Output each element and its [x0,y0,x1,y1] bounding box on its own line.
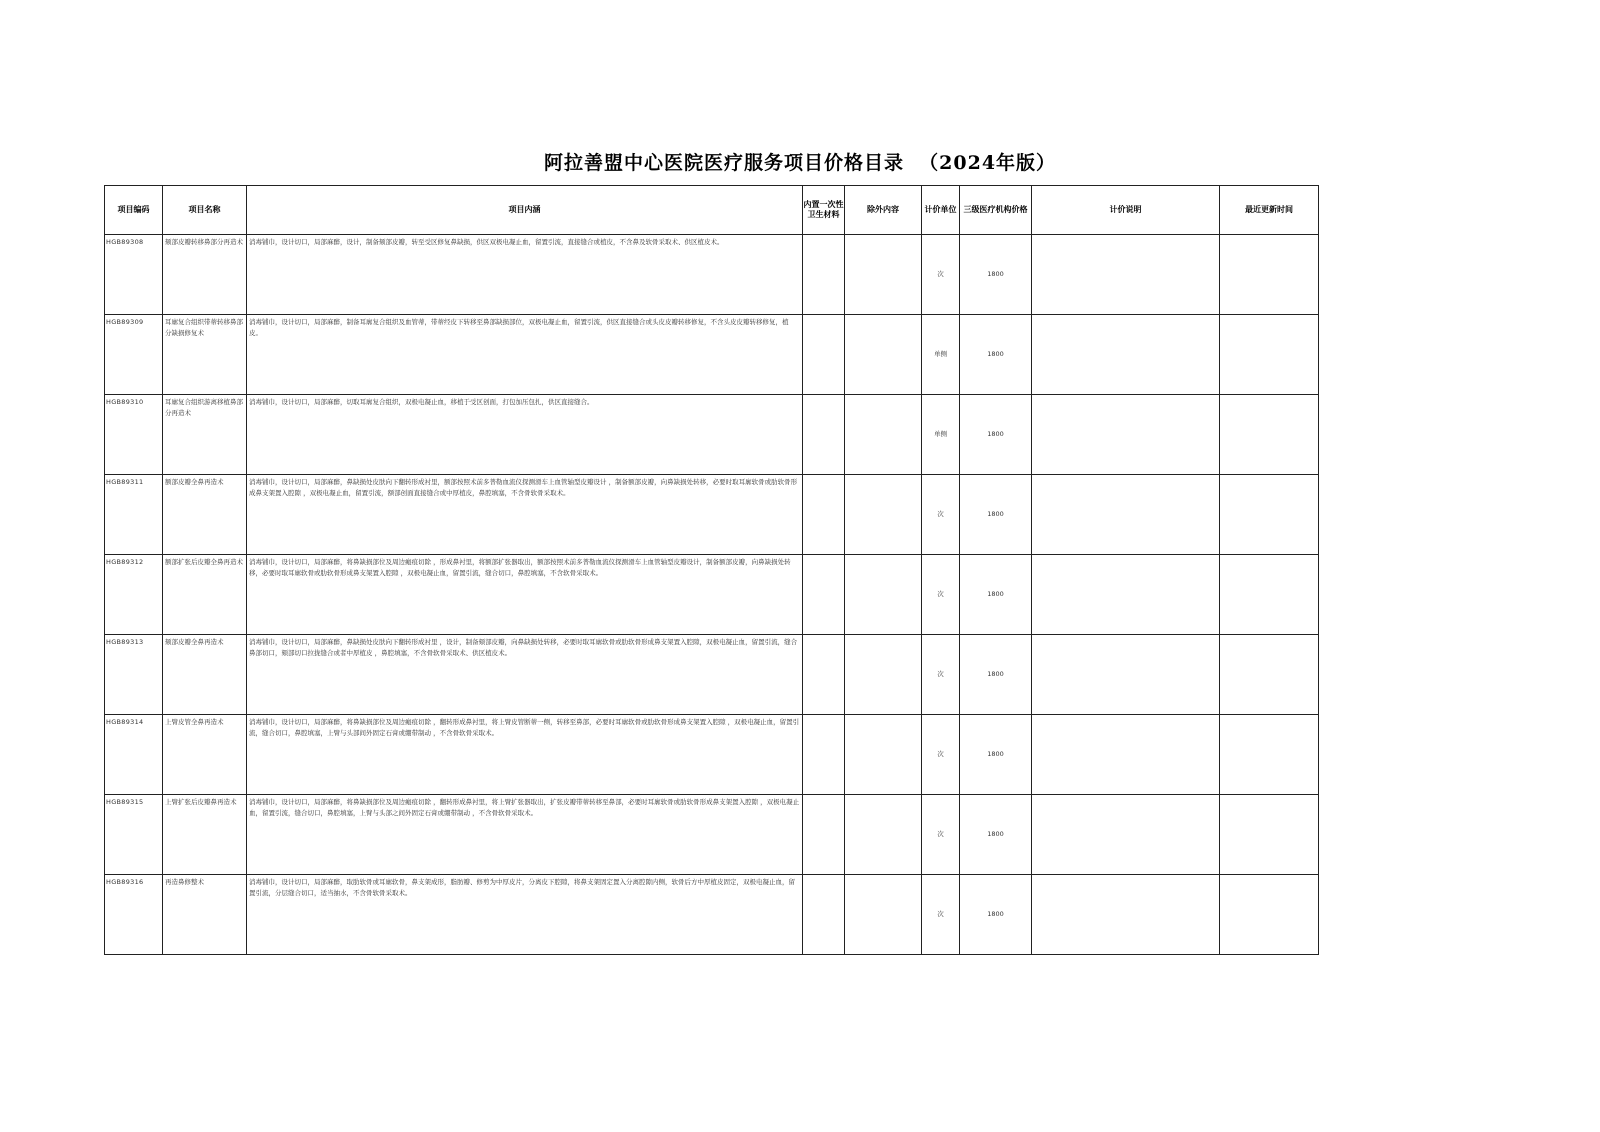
header-content: 项目内涵 [247,186,803,235]
cell-excluded [845,555,922,635]
cell-excluded [845,395,922,475]
cell-price: 1800 [960,555,1032,635]
cell-updated [1220,875,1319,955]
cell-note [1032,315,1220,395]
cell-unit: 次 [922,635,960,715]
table-row [105,795,1319,875]
cell-code: HGB89314 [105,715,163,795]
cell-name: 耳廓复合组织带蒂转移鼻部分缺损修复术 [163,315,247,395]
cell-excluded [845,635,922,715]
cell-unit: 次 [922,475,960,555]
cell-excluded [845,475,922,555]
cell-code: HGB89316 [105,875,163,955]
cell-material [803,875,845,955]
cell-note [1032,235,1220,315]
cell-excluded [845,795,922,875]
header-material: 内置一次性卫生材料 [803,186,845,235]
cell-name: 耳廓复合组织游离移植鼻部分再造术 [163,395,247,475]
cell-code: HGB89315 [105,795,163,875]
header-excluded: 除外内容 [845,186,922,235]
cell-content: 消毒铺巾，设计切口，局部麻醉，设计，制备颏部皮瓣，转至受区修复鼻缺损，供区双极电凝止血，留置引流，直接缝合或植皮，不含鼻及软骨采取术、供区植皮术。 [247,235,803,315]
document-title: 阿拉善盟中心医院医疗服务项目价格目录 （2024年版） [543,152,1057,174]
cell-name: 颏部皮瓣转移鼻部分再造术 [163,235,247,315]
cell-excluded [845,715,922,795]
table-row [105,475,1319,555]
cell-excluded [845,875,922,955]
table-row [105,635,1319,715]
header-note: 计价说明 [1032,186,1220,235]
cell-price: 1800 [960,315,1032,395]
cell-code: HGB89308 [105,235,163,315]
cell-code: HGB89312 [105,555,163,635]
cell-content: 消毒铺巾，设计切口，局部麻醉，将鼻缺损部位及周边瘢痕切除 ，形成鼻衬里，将额部扩张器取出，额部按照术前多普勒血流仪探测滑车上血管轴型皮瓣设计，制备额部皮瓣，向鼻缺损处转移，必要时取耳廓软骨或肋软骨形成鼻支架置入腔隙 ，双极电凝止血，留置引流，缝合切口，鼻腔填塞，不含软骨采取术。 [247,555,803,635]
cell-note [1032,635,1220,715]
cell-unit: 单侧 [922,315,960,395]
cell-note [1032,395,1220,475]
cell-unit: 单侧 [922,395,960,475]
cell-updated [1220,395,1319,475]
cell-updated [1220,555,1319,635]
cell-price: 1800 [960,635,1032,715]
header-price: 三级医疗机构价格 [960,186,1032,235]
cell-note [1032,795,1220,875]
cell-updated [1220,795,1319,875]
cell-material [803,475,845,555]
cell-name: 上臂扩张后皮瓣鼻再造术 [163,795,247,875]
table-row [105,395,1319,475]
table-row [105,715,1319,795]
table-row [105,875,1319,955]
cell-material [803,715,845,795]
header-updated: 最近更新时间 [1220,186,1319,235]
cell-code: HGB89310 [105,395,163,475]
cell-note [1032,555,1220,635]
cell-content: 消毒铺巾，设计切口，局部麻醉，制备耳廓复合组织及血管蒂，带蒂经皮下转移至鼻部缺损部位，双极电凝止血，留置引流，供区直接缝合或头皮皮瓣转移修复，不含头皮皮瓣转移修复，植皮。 [247,315,803,395]
cell-material [803,635,845,715]
cell-content: 消毒铺巾，设计切口，局部麻醉，将鼻缺损部位及周边瘢痕切除 ，翻转形成鼻衬里，将上臂皮管断蒂一侧，转移至鼻部，必要时耳廓软骨或肋软骨形成鼻支架置入腔隙 ，双极电凝止血，留置引流，缝合切口，鼻腔填塞，上臂与头部间外固定石膏或绷带制动 ，不含骨软骨采取术。 [247,715,803,795]
cell-content: 消毒铺巾，设计切口，局部麻醉，切取耳廓复合组织，双极电凝止血，移植于受区创面，打包加压包扎，供区直接缝合。 [247,395,803,475]
cell-material [803,235,845,315]
cell-name: 额部皮瓣全鼻再造术 [163,475,247,555]
table-row [105,315,1319,395]
header-code: 项目编码 [105,186,163,235]
cell-code: HGB89311 [105,475,163,555]
cell-unit: 次 [922,795,960,875]
cell-updated [1220,635,1319,715]
cell-content: 消毒铺巾，设计切口，局部麻醉，鼻缺损处皮肤向下翻转形成衬里，额部按照术前多普勒血流仪探测滑车上血管轴型皮瓣设计 ，制备额部皮瓣，向鼻缺损处转移，必要时取耳廓软骨或肋软骨形成鼻支架置入腔隙 ，双极电凝止血，留置引流，额部创面直接缝合或中厚植皮，鼻腔填塞，不含骨软骨采取术。 [247,475,803,555]
header-name: 项目名称 [163,186,247,235]
cell-note [1032,475,1220,555]
cell-updated [1220,235,1319,315]
cell-content: 消毒铺巾，设计切口，局部麻醉，鼻缺损处皮肤向下翻转形成衬里 ，设计，制备颏部皮瓣，向鼻缺损处转移，必要时取耳廓软骨或肋软骨形成鼻支架置入腔隙，双极电凝止血，留置引流，缝合鼻部切口，颏部切口拉拢缝合或者中厚植皮 ，鼻腔填塞，不含骨软骨采取术、供区植皮术。 [247,635,803,715]
cell-excluded [845,235,922,315]
cell-name: 额部扩张后皮瓣全鼻再造术 [163,555,247,635]
cell-price: 1800 [960,235,1032,315]
cell-price: 1800 [960,795,1032,875]
cell-name: 上臂皮管全鼻再造术 [163,715,247,795]
cell-material [803,795,845,875]
cell-name: 颏部皮瓣全鼻再造术 [163,635,247,715]
cell-price: 1800 [960,475,1032,555]
cell-material [803,315,845,395]
cell-material [803,555,845,635]
cell-price: 1800 [960,875,1032,955]
cell-note [1032,715,1220,795]
cell-material [803,395,845,475]
cell-excluded [845,315,922,395]
cell-unit: 次 [922,715,960,795]
cell-updated [1220,315,1319,395]
cell-code: HGB89309 [105,315,163,395]
cell-unit: 次 [922,875,960,955]
cell-price: 1800 [960,715,1032,795]
cell-updated [1220,475,1319,555]
cell-name: 再造鼻修整术 [163,875,247,955]
cell-note [1032,875,1220,955]
cell-unit: 次 [922,555,960,635]
table-row [105,235,1319,315]
cell-code: HGB89313 [105,635,163,715]
cell-content: 消毒铺巾，设计切口，局部麻醉，将鼻缺损部位及周边瘢痕切除 ，翻转形成鼻衬里，将上臂扩张器取出，扩张皮瓣带蒂转移至鼻部，必要时耳廓软骨或肋软骨形成鼻支架置入腔隙 ，双极电凝止血，留置引流，缝合切口，鼻腔填塞，上臂与头部之间外固定石膏或绷带制动 ，不含骨软骨采取术。 [247,795,803,875]
cell-unit: 次 [922,235,960,315]
cell-content: 消毒铺巾，设计切口，局部麻醉，取肋软骨或耳廓软骨，鼻支架成形，脂肪瓣、修剪为中厚皮片，分离皮下腔隙，将鼻支架固定置入分离腔隙内侧，软骨后方中厚植皮固定，双极电凝止血，留置引流，分层缝合切口，适当抽水，不含骨软骨采取术。 [247,875,803,955]
cell-updated [1220,715,1319,795]
table-row [105,555,1319,635]
price-table [104,185,1319,955]
cell-price: 1800 [960,395,1032,475]
table-header-row [105,186,1319,235]
header-unit: 计价单位 [922,186,960,235]
